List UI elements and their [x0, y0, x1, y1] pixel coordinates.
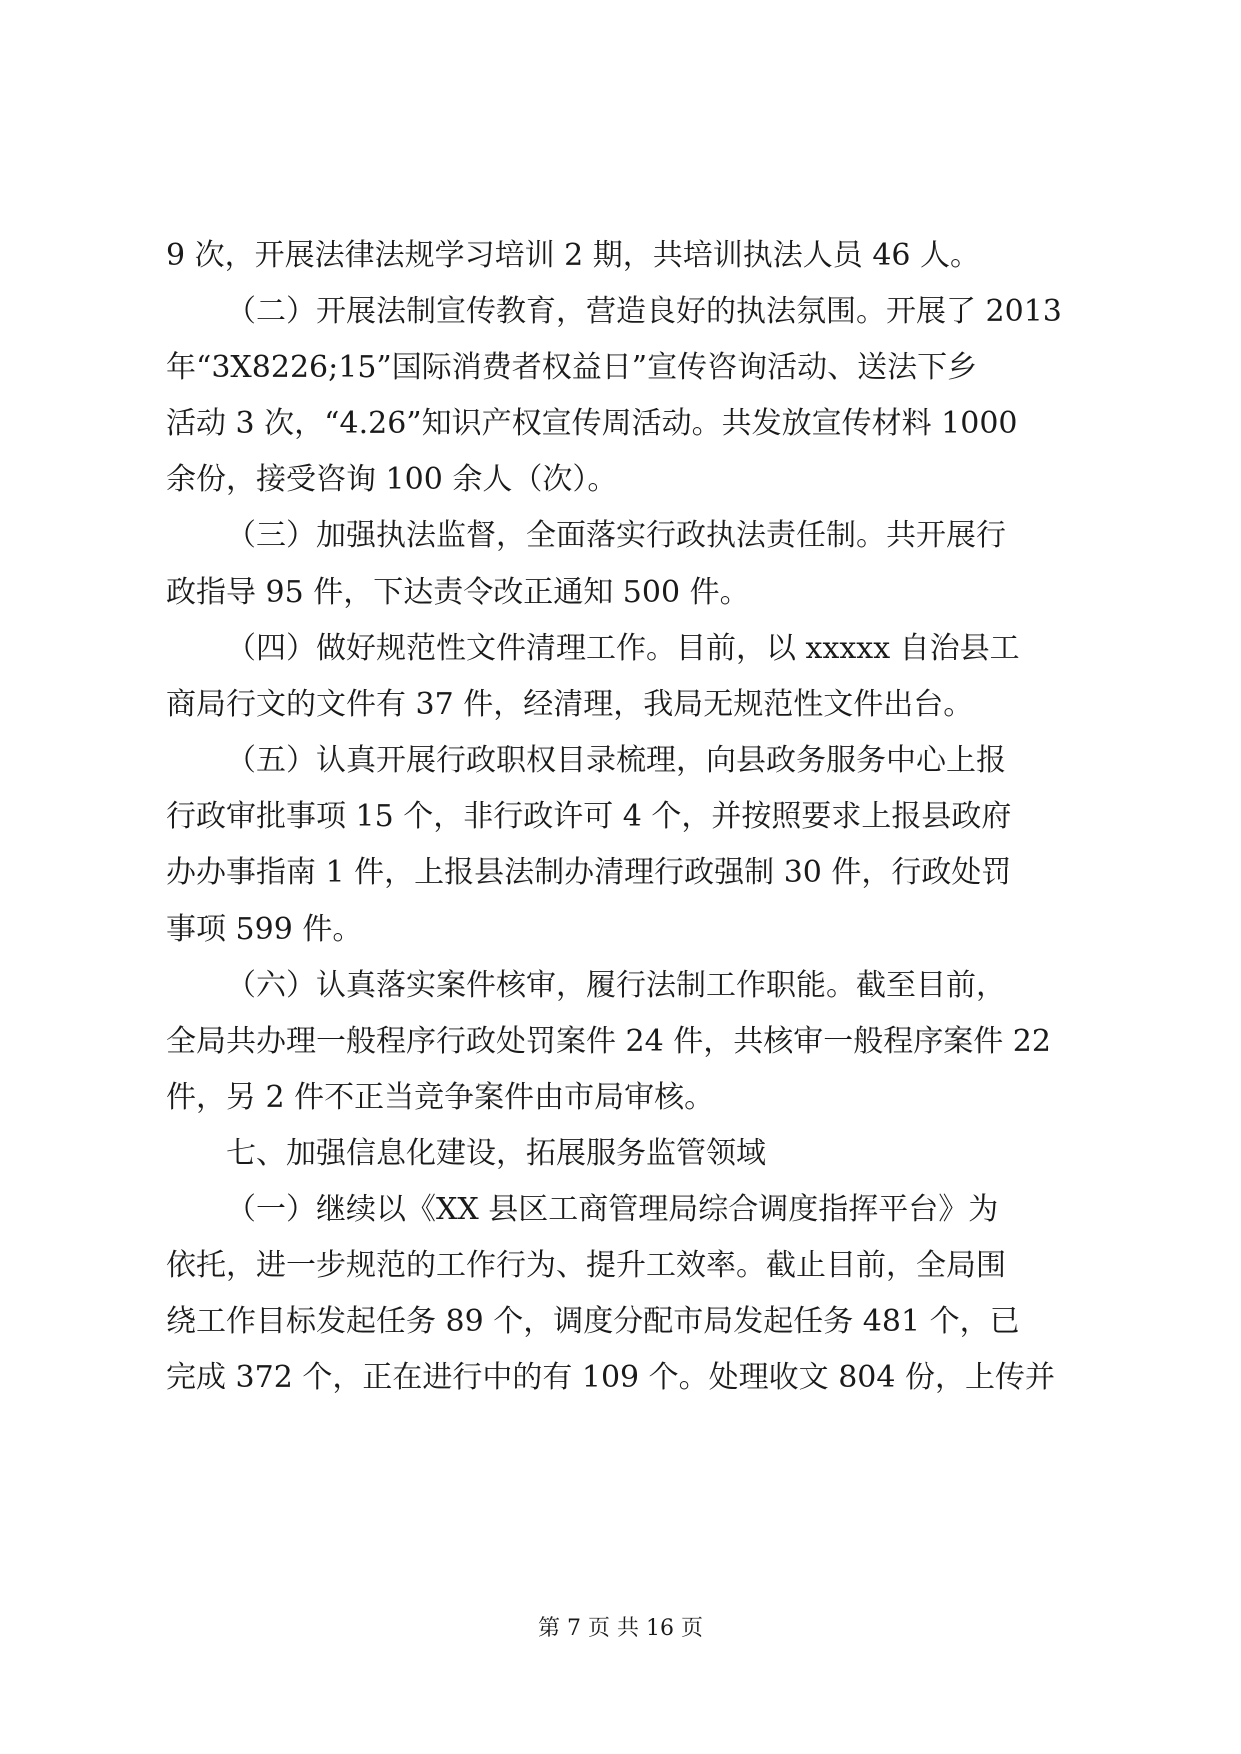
body-line: 办办事指南 1 件，上报县法制办清理行政强制 30 件，行政处罚: [166, 855, 1012, 890]
body-line: 完成 372 个，正在进行中的有 109 个。处理收文 804 份，上传并: [166, 1360, 1055, 1395]
body-line: （一）继续以《XX 县区工商管理局综合调度指挥平台》为: [226, 1192, 999, 1227]
body-line: 依托，进一步规范的工作行为、提升工效率。截止目前，全局围: [166, 1248, 1006, 1283]
body-line: 绕工作目标发起任务 89 个，调度分配市局发起任务 481 个，已: [166, 1304, 1020, 1339]
body-line: 行政审批事项 15 个，非行政许可 4 个，并按照要求上报县政府: [166, 799, 1012, 834]
body-line: 余份，接受咨询 100 余人（次）。: [166, 462, 618, 497]
body-line: （六）认真落实案件核审，履行法制工作职能。截至目前，: [226, 968, 1006, 1003]
body-line: 活动 3 次，“4.26”知识产权宣传周活动。共发放宣传材料 1000: [166, 406, 1018, 441]
body-line: 件，另 2 件不正当竞争案件由市局审核。: [166, 1080, 715, 1115]
page-footer: 第 7 页 共 16 页: [538, 1616, 703, 1641]
body-line: 年“3X8226;15”国际消费者权益日”宣传咨询活动、送法下乡: [166, 350, 978, 385]
body-line: 9 次，开展法律法规学习培训 2 期，共培训执法人员 46 人。: [166, 238, 981, 273]
body-line: （五）认真开展行政职权目录梳理，向县政务服务中心上报: [226, 743, 1006, 778]
body-line: （四）做好规范性文件清理工作。目前，以 xxxxx 自治县工: [226, 631, 1020, 666]
section-heading: 七、加强信息化建设，拓展服务监管领域: [226, 1136, 766, 1171]
body-line: 商局行文的文件有 37 件，经清理，我局无规范性文件出台。: [166, 687, 974, 722]
body-line: 事项 599 件。: [166, 912, 363, 947]
body-line: 政指导 95 件，下达责令改正通知 500 件。: [166, 575, 750, 610]
body-line: 全局共办理一般程序行政处罚案件 24 件，共核审一般程序案件 22: [166, 1024, 1051, 1059]
body-line: （二）开展法制宣传教育，营造良好的执法氛围。开展了 2013: [226, 294, 1062, 329]
body-line: （三）加强执法监督，全面落实行政执法责任制。共开展行: [226, 518, 1006, 553]
